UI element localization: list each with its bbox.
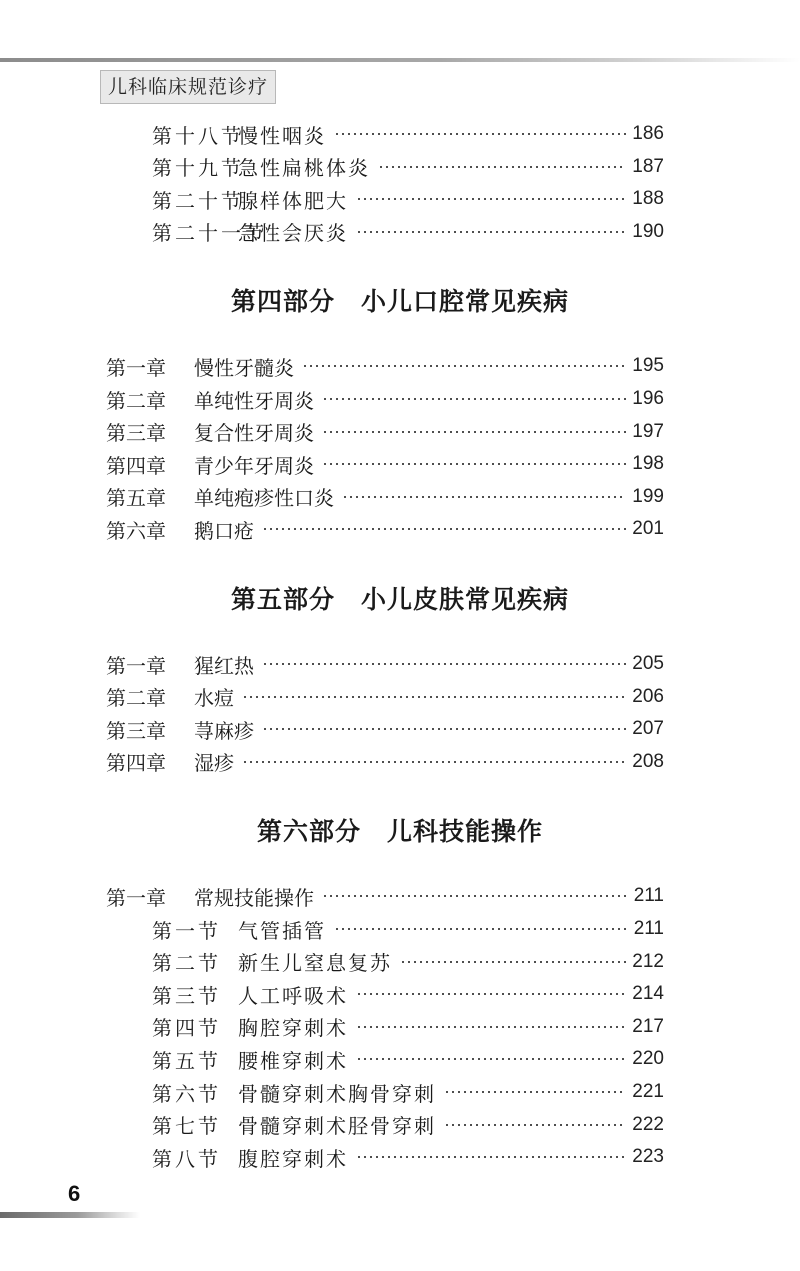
toc-entry-number: 第二十节 bbox=[152, 188, 244, 213]
toc-chapter-entry[interactable] bbox=[106, 383, 664, 415]
dot-leader bbox=[444, 1090, 626, 1094]
toc-section-entry[interactable] bbox=[152, 1141, 664, 1173]
running-header: 儿科临床规范诊疗 bbox=[100, 70, 276, 104]
toc-entry-title: 急性扁桃体炎 bbox=[238, 156, 370, 181]
dot-leader bbox=[356, 197, 626, 201]
toc-chapter-entry[interactable] bbox=[106, 746, 664, 778]
toc-entry-page: 205 bbox=[632, 653, 664, 674]
toc-entry-number: 第十九节 bbox=[152, 156, 244, 181]
toc-entry-number: 第十八节 bbox=[152, 123, 244, 148]
part-heading bbox=[0, 580, 800, 616]
dot-leader bbox=[444, 1123, 626, 1127]
toc-chapter-entry[interactable] bbox=[106, 681, 664, 713]
toc-entry-number: 第四节 bbox=[152, 1016, 221, 1041]
toc-section-entry[interactable] bbox=[152, 1011, 664, 1043]
toc-section-entry[interactable] bbox=[152, 183, 664, 215]
toc-entry-number: 第三节 bbox=[152, 983, 221, 1008]
toc-entry-number: 第一节 bbox=[152, 918, 221, 943]
dot-leader bbox=[322, 894, 628, 898]
dot-leader bbox=[334, 927, 628, 931]
toc-entry-number: 第二节 bbox=[152, 951, 221, 976]
toc-entry-page: 206 bbox=[632, 685, 664, 707]
toc-entry-page: 187 bbox=[632, 155, 664, 177]
dot-leader bbox=[334, 132, 626, 136]
toc-entry-page: 212 bbox=[632, 950, 664, 972]
toc-chapter-entry[interactable] bbox=[106, 513, 664, 545]
toc-entry-number: 第二章 bbox=[106, 388, 166, 413]
dot-leader bbox=[262, 727, 626, 731]
toc-entry-number: 第六章 bbox=[106, 518, 166, 543]
dot-leader bbox=[262, 662, 626, 666]
dot-leader bbox=[242, 695, 626, 699]
part-title: 小儿皮肤常见疾病 bbox=[361, 585, 570, 614]
toc-entry-page: 223 bbox=[632, 1146, 664, 1168]
toc-entry-page: 188 bbox=[632, 188, 664, 210]
toc-entry-title: 常规技能操作 bbox=[194, 885, 314, 910]
dot-leader bbox=[302, 364, 626, 368]
dot-leader bbox=[262, 527, 626, 531]
toc-entry-page: 207 bbox=[632, 718, 664, 740]
toc-section-entry[interactable] bbox=[152, 978, 664, 1010]
toc-entry-title: 青少年牙周炎 bbox=[194, 453, 314, 478]
part-heading bbox=[0, 282, 800, 318]
toc-entry-page: 214 bbox=[632, 983, 664, 1005]
toc-entry-page: 211 bbox=[633, 918, 664, 939]
toc-entry-page: 199 bbox=[632, 485, 664, 507]
dot-leader bbox=[356, 230, 626, 234]
toc-entry-page: 197 bbox=[632, 420, 664, 442]
toc-chapter-entry[interactable] bbox=[106, 416, 664, 448]
dot-leader bbox=[356, 1057, 626, 1061]
toc-entry-number: 第二章 bbox=[106, 686, 166, 711]
toc-entry-page: 221 bbox=[632, 1081, 664, 1102]
toc-entry-page: 217 bbox=[632, 1015, 664, 1037]
toc-entry-page: 201 bbox=[632, 518, 664, 540]
toc-entry-number: 第七节 bbox=[152, 1114, 221, 1139]
part-title: 儿科技能操作 bbox=[387, 817, 544, 847]
part-number: 第六部分 bbox=[256, 817, 361, 847]
toc-section-entry[interactable] bbox=[152, 1109, 664, 1141]
toc-entry-page: 198 bbox=[632, 453, 664, 475]
toc-entry-title: 复合性牙周炎 bbox=[194, 421, 314, 446]
toc-entry-number: 第一章 bbox=[106, 653, 166, 678]
part-heading bbox=[0, 812, 800, 848]
toc-entry-title: 骨髓穿刺术胫骨穿刺 bbox=[238, 1114, 436, 1139]
toc-section-entry[interactable] bbox=[152, 118, 664, 150]
toc-entry-title: 气管插管 bbox=[238, 918, 326, 943]
dot-leader bbox=[400, 960, 626, 964]
toc-entry-title: 腹腔穿刺术 bbox=[238, 1146, 348, 1171]
dot-leader bbox=[378, 165, 626, 169]
dot-leader bbox=[356, 992, 626, 996]
toc-entry-number: 第八节 bbox=[152, 1146, 221, 1171]
toc-entry-page: 195 bbox=[632, 355, 664, 377]
header-rule bbox=[0, 58, 800, 62]
toc-entry-title: 人工呼吸术 bbox=[238, 983, 348, 1008]
toc-entry-number: 第三章 bbox=[106, 421, 166, 446]
dot-leader bbox=[356, 1155, 626, 1159]
toc-entry-title: 急性会厌炎 bbox=[238, 221, 348, 246]
toc-entry-title: 骨髓穿刺术胸骨穿刺 bbox=[238, 1081, 436, 1106]
toc-entry-page: 196 bbox=[632, 388, 664, 409]
toc-entry-title: 单纯性牙周炎 bbox=[194, 388, 314, 413]
toc-entry-page: 211 bbox=[633, 885, 664, 907]
toc-entry-number: 第五节 bbox=[152, 1048, 221, 1073]
toc-entry-title: 慢性牙髓炎 bbox=[194, 355, 294, 380]
dot-leader bbox=[342, 495, 626, 499]
toc-entry-number: 第二十一节 bbox=[152, 221, 267, 246]
toc-section-entry[interactable] bbox=[152, 1043, 664, 1075]
toc-entry-title: 湿疹 bbox=[194, 751, 234, 776]
footer-rule bbox=[0, 1212, 140, 1218]
toc-entry-title: 胸腔穿刺术 bbox=[238, 1016, 348, 1041]
toc-chapter-entry[interactable] bbox=[106, 350, 664, 382]
toc-entry-number: 第六节 bbox=[152, 1081, 221, 1106]
toc-chapter-entry[interactable] bbox=[106, 880, 664, 912]
toc-chapter-entry[interactable] bbox=[106, 481, 664, 513]
toc-chapter-entry[interactable] bbox=[106, 448, 664, 480]
toc-chapter-entry[interactable] bbox=[106, 648, 664, 680]
toc-entry-page: 222 bbox=[632, 1113, 664, 1135]
toc-section-entry[interactable] bbox=[152, 913, 664, 945]
part-title: 小儿口腔常见疾病 bbox=[361, 287, 570, 317]
toc-entry-title: 慢性咽炎 bbox=[238, 123, 326, 148]
dot-leader bbox=[322, 430, 626, 434]
toc-entry-title: 腺样体肥大 bbox=[238, 188, 348, 213]
toc-entry-title: 水痘 bbox=[194, 686, 234, 711]
toc-section-entry[interactable] bbox=[152, 216, 664, 248]
toc-entry-page: 186 bbox=[632, 123, 664, 144]
toc-section-entry[interactable] bbox=[152, 151, 664, 183]
dot-leader bbox=[322, 397, 626, 401]
part-number: 第五部分 bbox=[230, 585, 335, 614]
dot-leader bbox=[322, 462, 626, 466]
toc-entry-page: 190 bbox=[632, 220, 664, 242]
toc-entry-title: 鹅口疮 bbox=[194, 518, 254, 543]
part-number: 第四部分 bbox=[230, 287, 335, 317]
toc-entry-title: 新生儿窒息复苏 bbox=[238, 951, 392, 976]
toc-section-entry[interactable] bbox=[152, 946, 664, 978]
toc-entry-number: 第四章 bbox=[106, 453, 166, 478]
toc-entry-title: 腰椎穿刺术 bbox=[238, 1048, 348, 1073]
dot-leader bbox=[242, 760, 626, 764]
toc-section-entry[interactable] bbox=[152, 1076, 664, 1108]
toc-entry-number: 第五章 bbox=[106, 486, 166, 511]
toc-entry-number: 第三章 bbox=[106, 718, 166, 743]
toc-entry-title: 荨麻疹 bbox=[194, 718, 254, 743]
toc-entry-title: 单纯疱疹性口炎 bbox=[194, 486, 334, 511]
dot-leader bbox=[356, 1025, 626, 1029]
toc-chapter-entry[interactable] bbox=[106, 713, 664, 745]
toc-entry-number: 第一章 bbox=[106, 355, 166, 380]
toc-entry-number: 第四章 bbox=[106, 751, 166, 776]
page-number: 6 bbox=[68, 1181, 81, 1206]
toc-entry-title: 猩红热 bbox=[194, 653, 254, 678]
toc-entry-page: 208 bbox=[632, 750, 664, 772]
toc-entry-page: 220 bbox=[632, 1048, 664, 1070]
toc-entry-number: 第一章 bbox=[106, 885, 166, 910]
